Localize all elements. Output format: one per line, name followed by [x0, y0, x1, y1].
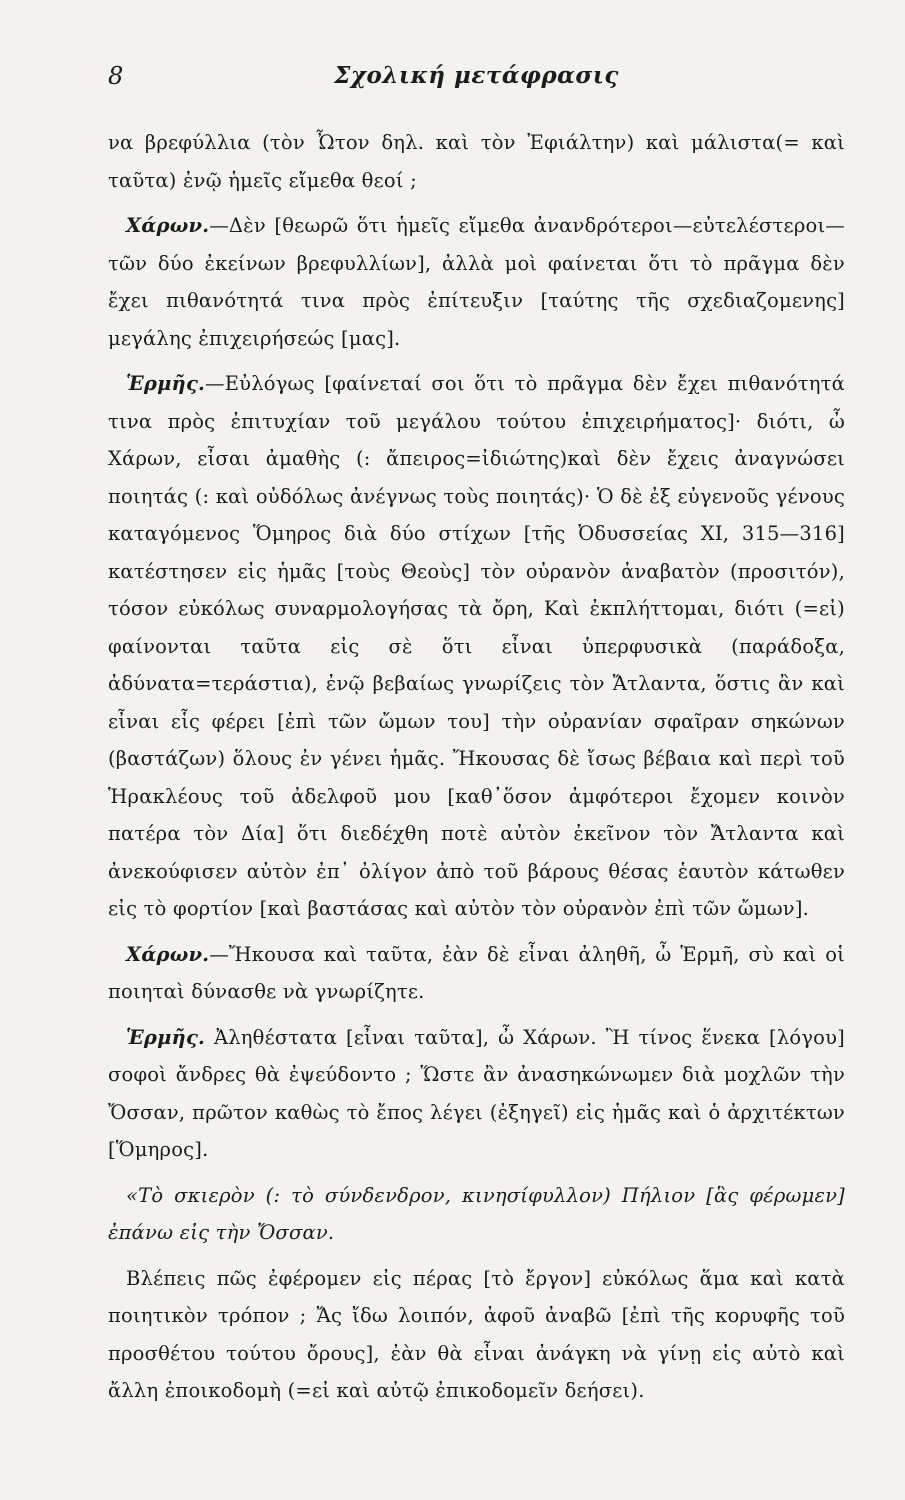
paragraph-text: —Δὲν [θεωρῶ ὅτι ἡμεῖς εἴμεθα ἀνανδρότεροι—εὐτελέστεροι— τῶν δύο ἐκείνων βρεφυλλίων], ἀλλὰ μοὶ φαίνεται ὅτι τὸ πρᾶγμα δὲν ἔχει πιθανότητά τινα πρὸς ἐπίτευξιν [ταύτης τῆς σχεδιαζομενης] μεγάλης ἐπιχειρήσεώς [μας]. [108, 214, 845, 350]
paragraph [108, 1260, 845, 1410]
paragraph [108, 1019, 845, 1169]
running-title: Σχολική μετάφρασις [334, 62, 619, 89]
paragraph-text: —Ἤκουσα καὶ ταῦτα, ἐὰν δὲ εἶναι ἀληθῆ, ὦ Ἑρμῆ, σὺ καὶ οἱ ποιηταὶ δύνασθε νὰ γνωρίζητε. [108, 942, 845, 1003]
paragraph-text: Ἀληθέστατα [εἶναι ταῦτα], ὦ Χάρων. Ἢ τίνος ἕνεκα [λόγου] σοφοὶ ἄνδρες θὰ ἐψεύδοντο ; Ὥστε ἂν ἀνασηκώνωμεν διὰ μοχλῶν τὴν Ὄσσαν, πρῶτον καθὼς τὸ ἔπος λέγει (ἐξηγεῖ) εἰς ἡμᾶς καὶ ὁ ἀρχιτέκτων [Ὅμηρος]. [108, 1025, 845, 1161]
paragraph-text: —Εὐλόγως [φαίνεταί σοι ὅτι τὸ πρᾶγμα δὲν ἔχει πιθανότητά τινα πρὸς ἐπιτυχίαν τοῦ μεγάλου τούτου ἐπιχειρήματος]· διότι, ὦ Χάρων, εἶσαι ἀμαθὴς (: ἄπειρος=ἰδιώτης)καὶ δὲν ἔχεις ἀναγνώσει ποιητάς (: καὶ οὐδόλως ἀνέγνως τοὺς ποιητάς)· Ὁ δὲ ἐξ εὐγενοῦς γένους καταγόμενος Ὅμηρος διὰ δύο στίχων [τῆς Ὀδυσσείας XI, 315—316] κατέστησεν εἰς ἡμᾶς [τοὺς Θεοὺς] τὸν οὐρανὸν ἀναβατὸν (προσιτόν), τόσον εὐκόλως συναρμολογήσας τὰ ὄρη, Καὶ ἐκπλήττομαι, διότι (=εἰ) φαίνονται ταῦτα εἰς σὲ ὅτι εἶναι ὑπερφυσικὰ (παράδοξα, ἀδύνατα=τεράστια), ἐνῷ βεβαίως γνωρίζεις τὸν Ἄτλαντα, ὅστις ἂν καὶ εἶναι εἷς φέρει [ἐπὶ τῶν ὤμων του] τὴν οὐρανίαν σφαῖραν σηκώνων (βαστάζων) ὅλους ἐν γένει ἡμᾶς. Ἤκουσας δὲ ἴσως βέβαια καὶ περὶ τοῦ Ἡρακλέους τοῦ ἀδελφοῦ μου [καθ᾽ὅσον ἀμφότεροι ἔχομεν κοινὸν πατέρα τὸν Δία] ὅτι διεδέχθη ποτὲ αὐτὸν ἐκεῖνον τὸν Ἄτλαντα καὶ ἀνεκούφισεν αὐτὸν ἐπ᾽ ὀλίγον ἀπὸ τοῦ βάρους θέσας ἑαυτὸν κάτωθεν εἰς τὸ φορτίον [καὶ βαστάσας καὶ αὐτὸν τὸν οὐρανὸν ἐπὶ τῶν ὤμων]. [108, 372, 845, 920]
quotation-text: «Τὸ σκιερὸν (: τὸ σύνδενδρον, κινησίφυλλον) Πήλιον [ἃς φέρωμεν] ἐπάνω εἰς τὴν Ὄσσαν. [108, 1183, 845, 1244]
page-header [108, 62, 845, 102]
paragraph [108, 124, 845, 199]
speaker-name: Ἑρμῆς. [126, 1025, 206, 1049]
paragraph [108, 936, 845, 1011]
paragraph [108, 365, 845, 928]
speaker-name: Χάρων. [126, 942, 210, 966]
speaker-name: Χάρων. [126, 214, 210, 237]
speaker-name: Ἑρμῆς. [126, 372, 206, 395]
body-text [108, 124, 845, 1410]
paragraph [108, 207, 845, 357]
paragraph-text: Βλέπεις πῶς ἐφέρομεν εἰς πέρας [τὸ ἔργον] εὐκόλως ἅμα καὶ κατὰ ποιητικὸν τρόπον ; Ἄς ἴδω λοιπόν, ἀφοῦ ἀναβῶ [ἐπὶ τῆς κορυφῆς τοῦ προσθέτου τούτου ὄρους], ἐὰν θὰ εἶναι ἀνάγκη νὰ γίνῃ εἰς αὐτὸ καὶ ἄλλη ἐποικοδομὴ (=εἰ καὶ αὐτῷ ἐπικοδομεῖν δεήσει). [108, 1266, 845, 1402]
paragraph-text: να βρεφύλλια (τὸν Ὦτον δηλ. καὶ τὸν Ἐφιάλτην) καὶ μάλιστα(= καὶ ταῦτα) ἐνῷ ἡμεῖς εἴμεθα θεοί ; [108, 131, 845, 192]
page-number: 8 [108, 62, 124, 90]
quotation-paragraph [108, 1177, 845, 1252]
